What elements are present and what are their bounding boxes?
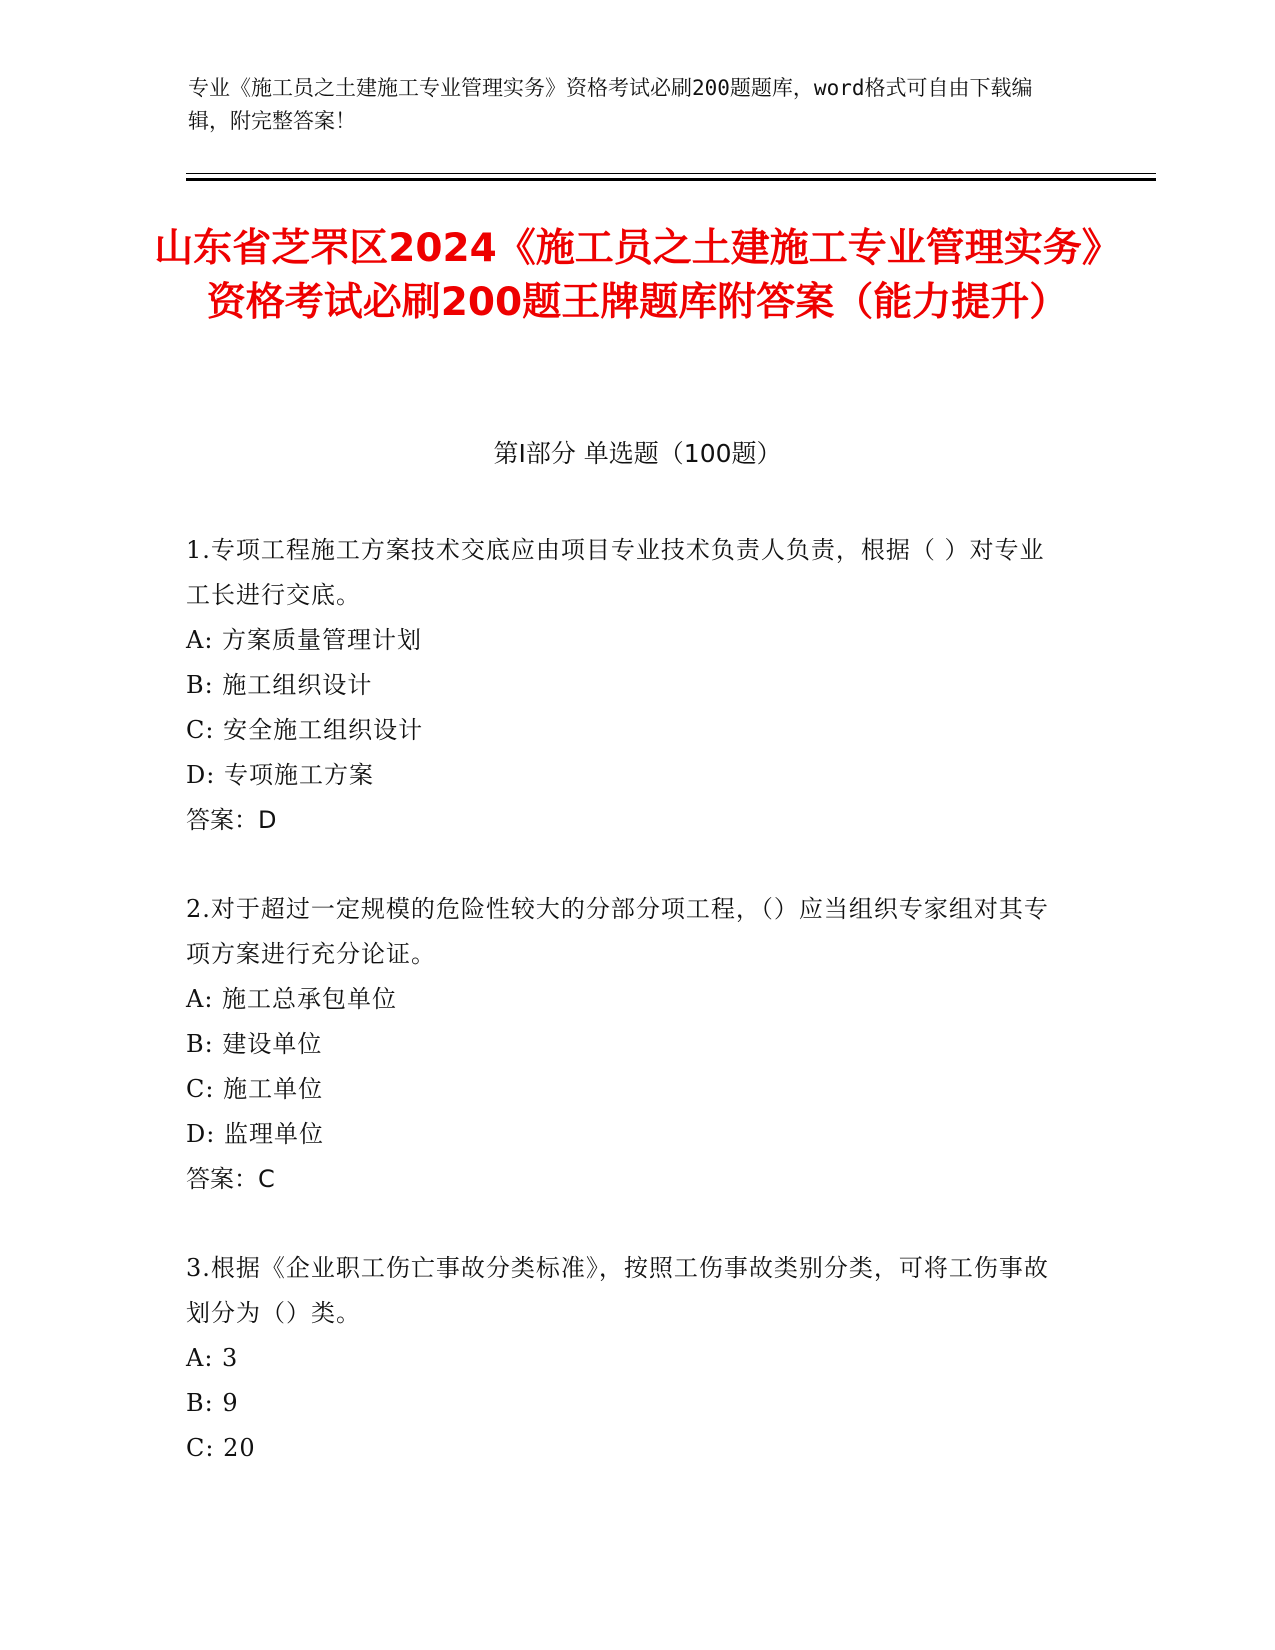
option-d: D: 专项施工方案 — [186, 761, 374, 789]
option-a: A: 施工总承包单位 — [186, 985, 398, 1013]
question-stem: 2.对于超过一定规模的危险性较大的分部分项工程，（）应当组织专家组对其专项方案进行充分论证。 — [186, 895, 1049, 968]
option-a: A: 3 — [186, 1344, 239, 1372]
option-b: B: 建设单位 — [186, 1030, 323, 1058]
option-a: A: 方案质量管理计划 — [186, 626, 423, 654]
option-c: C: 20 — [186, 1434, 256, 1462]
header-divider-thick — [186, 178, 1156, 181]
option-b: B: 施工组织设计 — [186, 671, 373, 699]
answer: 答案：D — [186, 806, 277, 834]
answer: 答案：C — [186, 1165, 275, 1193]
option-d: D: 监理单位 — [186, 1120, 324, 1148]
section-heading: 第I部分 单选题（100题） — [493, 439, 782, 468]
option-b: B: 9 — [186, 1389, 239, 1417]
question-2 — [186, 887, 1066, 1202]
question-1 — [186, 528, 1066, 843]
question-stem: 3.根据《企业职工伤亡事故分类标准》，按照工伤事故类别分类，可将工伤事故划分为（）类。 — [186, 1254, 1049, 1327]
option-c: C: 安全施工组织设计 — [186, 716, 424, 744]
question-list — [186, 528, 1066, 1515]
question-stem: 1.专项工程施工方案技术交底应由项目专业技术负责人负责，根据（ ）对专业工长进行交底。 — [186, 536, 1045, 609]
question-3 — [186, 1246, 1066, 1471]
document-header-note: 专业《施工员之土建施工专业管理实务》资格考试必刷200题题库，word格式可自由下载编辑，附完整答案！ — [188, 76, 1033, 133]
option-c: C: 施工单位 — [186, 1075, 324, 1103]
header-divider-thin — [186, 173, 1156, 174]
document-title: 山东省芝罘区2024《施工员之土建施工专业管理实务》资格考试必刷200题王牌题库附答案（能力提升） — [154, 226, 1121, 325]
